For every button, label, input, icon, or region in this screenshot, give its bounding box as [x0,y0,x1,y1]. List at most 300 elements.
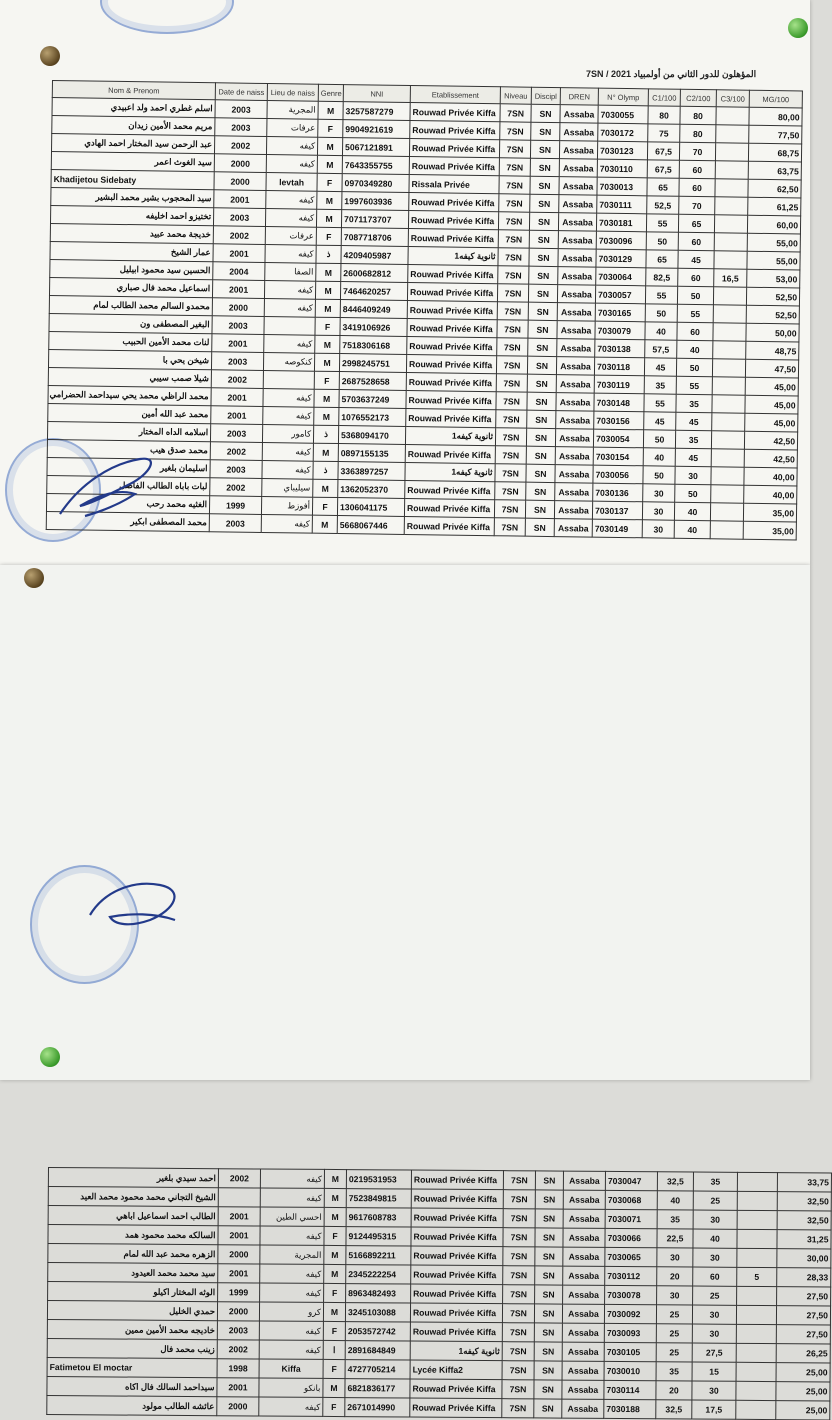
table-cell: Assaba [554,501,592,520]
table-cell: 50 [643,466,675,484]
table-cell: Assaba [555,429,593,448]
table-cell: 30 [643,484,675,502]
table-cell: Rouwad Privée Kiffa [411,1265,503,1285]
table-cell: 7SN [496,410,527,428]
table-cell: محمد صدق هيب [47,439,210,459]
signature [75,865,205,955]
table-cell: 57,5 [645,340,677,358]
table-cell: Rouwad Privée Kiffa [409,192,499,211]
table-cell: Assaba [555,483,593,502]
table-cell: Assaba [556,411,594,430]
table-cell: 63,75 [748,161,801,180]
table-cell: احسي الطين [260,1207,324,1226]
table-cell: 7030112 [605,1266,657,1285]
table-cell: 70 [679,196,715,215]
table-cell: M [314,389,339,407]
signature [40,444,170,534]
table-cell: 2003 [211,352,263,371]
table-cell: 75 [648,124,680,142]
table-cell: 65 [646,250,678,268]
table-cell: 7SN [499,140,530,158]
table-cell: 30 [692,1305,736,1324]
table-cell: 1999 [209,496,261,515]
table-cell: SN [529,266,558,284]
table-cell [737,1210,777,1229]
table-cell: 25,00 [776,1401,830,1420]
table-cell: 7SN [495,482,526,500]
table-cell: كيفه [261,514,312,533]
table-cell: احمد سيدي بلغير [48,1168,218,1188]
table-cell: SN [529,230,558,248]
table-cell: 5166892211 [346,1246,411,1265]
table-cell: لنات محمد الأمين الحبيب [49,331,212,351]
table-cell: M [324,1264,346,1283]
table-cell: 35,00 [743,521,796,540]
table-cell: Assaba [557,339,595,358]
table-cell [736,1381,776,1400]
table-cell: كيفه [262,460,313,479]
table-cell: 30 [675,466,711,485]
table-cell: 60 [679,160,715,179]
table-cell: الغثيه محمد رحب [46,493,209,513]
table-cell: 5368094170 [338,426,405,445]
table-cell: 7030137 [592,501,642,520]
table-cell: 50 [646,232,678,250]
table-cell: عبد الرحمن سيد المختار احمد الهادي [52,134,215,154]
table-cell: 7SN [496,356,527,374]
table-cell: تختيزو احمد اخليفه [50,205,213,225]
table-cell: SN [535,1171,563,1190]
table-cell: Rouwad Privée Kiffa [410,1303,502,1323]
table-cell: SN [525,518,554,536]
table-cell: 2001 [218,1264,260,1283]
table-cell: كيفه [266,190,317,209]
table-cell: 1997603936 [342,192,409,211]
table-cell: 7SN [495,446,526,464]
table-cell [710,521,743,539]
table-cell: 25 [656,1343,692,1362]
table-cell: Assaba [562,1399,604,1418]
table-cell: كيفه [260,1188,324,1207]
table-cell: Rouwad Privée Kiffa [411,1284,503,1304]
table-cell [264,316,315,335]
table-cell: 32,5 [656,1400,692,1419]
table-cell: 7SN [502,1361,534,1380]
table-cell: SN [535,1266,563,1285]
table-cell: حمدي الخليل [47,1301,217,1321]
table-cell: 2000 [214,154,266,173]
table-cell: F [323,1359,345,1378]
table-cell: 7SN [495,428,526,446]
table-cell: SN [534,1323,562,1342]
table-cell: ا [323,1340,345,1359]
table-cell: 9617608783 [346,1208,411,1227]
table-cell: 45,00 [745,395,798,414]
table-cell [711,467,744,485]
table-cell: 4209405987 [341,246,408,265]
table-cell: SN [535,1209,563,1228]
table-cell: سيداحمد السالك فال اكاه [47,1376,217,1396]
table-cell: 7SN [494,500,525,518]
table-cell: 7464620257 [340,282,407,301]
table-cell: الطالب احمد اسماعيل اباهي [48,1206,218,1226]
table-cell: 45 [676,412,712,431]
table-cell: 32,5 [657,1172,693,1191]
table-cell: 3257587279 [343,102,410,121]
table-cell: 60 [678,232,714,251]
table-cell: 65 [678,214,714,233]
table-cell: 7SN [499,158,530,176]
table-cell: Assaba [557,285,595,304]
table-cell: 7030066 [605,1228,657,1247]
table-cell: 7071173707 [341,210,408,229]
table-cell: 35,00 [743,503,796,522]
table-cell: 20 [656,1381,692,1400]
column-header: MG/100 [749,90,802,108]
table-cell: كيفه [260,1226,324,1245]
table-cell: Assaba [560,105,598,124]
table-cell [715,197,748,215]
table-cell: Assaba [559,177,597,196]
table-cell: 60 [677,322,713,341]
table-cell: محمد عبد الله أمين [48,403,211,423]
table-cell: 7030156 [594,411,644,430]
table-cell: M [314,407,339,425]
table-cell: 2003 [215,100,267,119]
table-cell: SN [535,1247,563,1266]
table-cell: خاديجه محمد الأمين ممين [47,1319,217,1339]
table-cell: 2003 [217,1321,259,1340]
table-cell: Rouwad Privée Kiffa [411,1170,503,1190]
table-cell: 7030149 [592,519,642,538]
column-header: N° Olymp [598,88,648,106]
table-cell: 7030119 [594,375,644,394]
table-cell [716,125,749,143]
table-cell: 15 [692,1362,736,1381]
column-header: C2/100 [680,89,716,107]
table-cell [713,323,746,341]
table-cell: كيفه [264,280,315,299]
table-cell: Assaba [554,519,592,538]
table-cell: SN [527,392,556,410]
table-cell: 52,50 [746,305,799,324]
table-cell: Assaba [563,1209,605,1228]
table-cell [713,287,746,305]
table-cell: 2004 [213,262,265,281]
column-header: Niveau [500,87,531,104]
table-cell: عائشه الطالب مولود [47,1395,217,1415]
table-cell: 30 [642,520,674,538]
table-cell [736,1362,776,1381]
table-cell: المجرية [260,1245,324,1264]
column-header: Date de naiss [215,83,267,101]
table-cell: SN [529,248,558,266]
table-cell: ذ [313,425,338,443]
table-cell: 3245103088 [345,1303,410,1322]
table-cell: F [315,317,340,335]
table-cell: SN [526,464,555,482]
table-cell: كيفه [266,137,317,156]
table-cell: Assaba [558,267,596,286]
table-cell: 50 [643,430,675,448]
table-cell: 50,00 [746,323,799,342]
table-cell: 25 [656,1305,692,1324]
table-cell: 7643355755 [342,156,409,175]
table-cell: M [316,263,341,281]
table-cell: 35 [656,1362,692,1381]
table-cell: 1306041175 [337,498,404,517]
table-cell: 2891684849 [345,1341,410,1360]
table-cell: 40 [693,1229,737,1248]
table-cell: Assaba [562,1380,604,1399]
table-cell: 6821836177 [345,1379,410,1398]
table-cell: 2687528658 [339,372,406,391]
table-cell [736,1400,776,1419]
table-cell: 40 [674,502,710,521]
table-cell: SN [526,428,555,446]
table-cell: Assaba [563,1247,605,1266]
table-cell: 67,5 [647,142,679,160]
table-cell: 42,50 [744,449,797,468]
table-cell: 25 [693,1191,737,1210]
pushpin-icon [788,18,808,38]
table-cell: 7030078 [605,1285,657,1304]
table-cell: 2600682812 [341,264,408,283]
table-cell [711,449,744,467]
table-cell: كنكوصه [263,352,314,371]
table-cell: 28,33 [777,1268,831,1287]
table-cell: SN [528,302,557,320]
table-cell: Kiffa [259,1359,323,1378]
table-cell [715,179,748,197]
table-cell: SN [527,410,556,428]
table-cell: 7SN [503,1247,535,1266]
table-cell: SN [527,356,556,374]
table-cell: Rouwad Privée Kiffa [407,336,497,355]
table-cell: Assaba [563,1171,605,1190]
table-cell: 30,00 [777,1249,831,1268]
table-cell: 7030092 [604,1304,656,1323]
table-cell [713,341,746,359]
table-cell: 7030148 [594,393,644,412]
table-cell: 7030111 [597,195,647,214]
table-cell: كامور [262,424,313,443]
table-cell: كيفه [259,1397,323,1416]
table-cell: 80 [680,106,716,125]
table-cell [715,161,748,179]
table-cell: 1998 [217,1359,259,1378]
table-cell: 7030079 [595,321,645,340]
table-cell: 50 [677,286,713,305]
table-cell [736,1324,776,1343]
table-cell: 2002 [210,442,262,461]
table-cell: Rouwad Privée Kiffa [411,1227,503,1247]
table-cell: F [314,371,339,389]
table-cell: 7SN [503,1285,535,1304]
table-cell: 35 [675,430,711,449]
table-cell: Fatimetou El moctar [47,1357,217,1377]
table-cell [263,370,314,389]
table-cell: 55 [676,376,712,395]
table-cell: بانكو [259,1378,323,1397]
table-cell: 8963482493 [346,1284,411,1303]
table-cell: 2000 [218,1245,260,1264]
table-cell: 77,50 [749,125,802,144]
table-cell: 62,50 [748,179,801,198]
table-cell: Assaba [563,1190,605,1209]
table-cell: 7SN [503,1228,535,1247]
table-cell: Khadijetou Sidebaty [51,169,214,189]
table-cell: 33,75 [777,1173,831,1192]
table-cell: Rouwad Privée Kiffa [410,1322,502,1342]
official-stamp [100,0,234,34]
table-cell: 7030047 [605,1171,657,1190]
table-cell: كيفه [259,1321,323,1340]
table-cell: أفوزط [261,496,312,515]
table-cell: 55 [646,214,678,232]
table-cell: SN [528,338,557,356]
table-cell: Rouwad Privée Kiffa [410,121,500,140]
table-cell: 2001 [212,280,264,299]
table-cell: 7030055 [598,105,648,124]
table-cell: Rouwad Privée Kiffa [408,228,498,247]
table-cell: M [313,443,338,461]
table-cell: M [317,191,342,209]
table-cell: 7SN [498,266,529,284]
table-cell: SN [526,446,555,464]
table-cell: كيفه [264,298,315,317]
table-cell: محمد المصطفى ابكير [46,511,209,531]
table-cell: Rouwad Privée Kiffa [409,156,499,175]
table-cell: SN [530,140,559,158]
table-cell: M [317,155,342,173]
table-cell: 27,50 [777,1287,831,1306]
table-cell: 7030154 [593,447,643,466]
table-cell: 2003 [210,424,262,443]
table-cell: Rouwad Privée Kiffa [408,210,498,229]
table-cell: 7SN [499,176,530,194]
table-cell: 55,00 [747,251,800,270]
table-cell: اسماعيل محمد فال صباري [49,277,212,297]
table-cell: 2002 [210,478,262,497]
table-cell: Assaba [555,465,593,484]
table-cell: كيفه [265,244,316,263]
table-cell: 60 [678,268,714,287]
table-cell: M [315,299,340,317]
table-cell: 7030057 [595,285,645,304]
column-header: Etablissement [410,86,500,104]
table-cell: Rouwad Privée Kiffa [411,1246,503,1266]
table-cell: 2001 [211,388,263,407]
table-cell: 2000 [212,298,264,317]
table-cell: 7SN [496,374,527,392]
table-cell: 50 [676,358,712,377]
table-cell: 30 [657,1248,693,1267]
table-cell: 82,5 [646,268,678,286]
table-cell: SN [528,320,557,338]
column-header: Discipl [531,87,560,104]
table-cell: 7030068 [605,1190,657,1209]
table-cell: 80 [680,124,716,143]
table-cell: خديجة محمد عبيد [50,223,213,243]
table-cell: 0897155135 [338,444,405,463]
table-cell: 7SN [494,518,525,536]
table-cell: 7SN [503,1266,535,1285]
table-cell: Assaba [559,141,597,160]
table-cell: M [317,137,342,155]
table-cell: 25,00 [776,1363,830,1382]
table-cell: 2345222254 [346,1265,411,1284]
table-cell: 7030138 [595,339,645,358]
table-cell: محمدو السالم محمد الطالب لمام [49,295,212,315]
table-cell: 2001 [218,1226,260,1245]
table-cell: 9904921619 [343,120,410,139]
table-cell: 35 [657,1210,693,1229]
table-cell: 7030181 [596,213,646,232]
table-cell: 30 [657,1286,693,1305]
table-cell [736,1343,776,1362]
table-cell: سيليباي [262,478,313,497]
table-cell: SN [529,212,558,230]
table-cell: عرفات [267,119,318,138]
table-cell: الشيخ التجاني محمد محمود محمد العيد [48,1187,218,1207]
table-cell: الوثه المختار اكيلو [48,1282,218,1302]
table-cell: SN [530,194,559,212]
table-cell: 55,00 [747,233,800,252]
table-cell: 7030093 [604,1323,656,1342]
table-cell: Rouwad Privée Kiffa [406,372,496,391]
table-cell: 7SN [502,1342,534,1361]
table-cell: 16,5 [714,269,747,287]
table-cell [714,251,747,269]
table-cell: 2001 [214,190,266,209]
table-cell: 7518306168 [340,336,407,355]
table-cell: 2053572742 [345,1322,410,1341]
table-cell [710,503,743,521]
table-cell: كيفه [263,406,314,425]
table-cell: SN [531,104,560,122]
table-cell: Assaba [555,447,593,466]
table-cell: Assaba [563,1285,605,1304]
table-cell: 1999 [218,1283,260,1302]
table-cell [712,395,745,413]
table-cell: 80 [648,106,680,124]
table-cell: 3419106926 [340,318,407,337]
table-cell: 2001 [213,244,265,263]
table-cell: ثانوية كيفه1 [408,246,498,265]
table-cell: 27,5 [692,1343,736,1362]
table-cell: اسلامه الداه المختار [47,421,210,441]
table-cell: 45,00 [745,377,798,396]
table-cell: ذ [316,245,341,263]
table-cell: 25 [693,1286,737,1305]
table-cell: 7SN [503,1190,535,1209]
table-cell: 30 [642,502,674,520]
table-cell: 35 [644,376,676,394]
table-cell: 40 [677,340,713,359]
table-cell: كيفه [260,1169,324,1188]
table-cell: 30 [693,1210,737,1229]
table-cell: Assaba [562,1361,604,1380]
table-cell: Rouwad Privée Kiffa [405,444,495,463]
table-cell: M [324,1169,346,1188]
results-page-1 [0,0,810,565]
table-cell: Rouwad Privée Kiffa [406,354,496,373]
table-cell: 52,5 [647,196,679,214]
table-cell: كيفه [262,442,313,461]
table-cell: 40 [645,322,677,340]
table-cell: 7030188 [604,1399,656,1418]
